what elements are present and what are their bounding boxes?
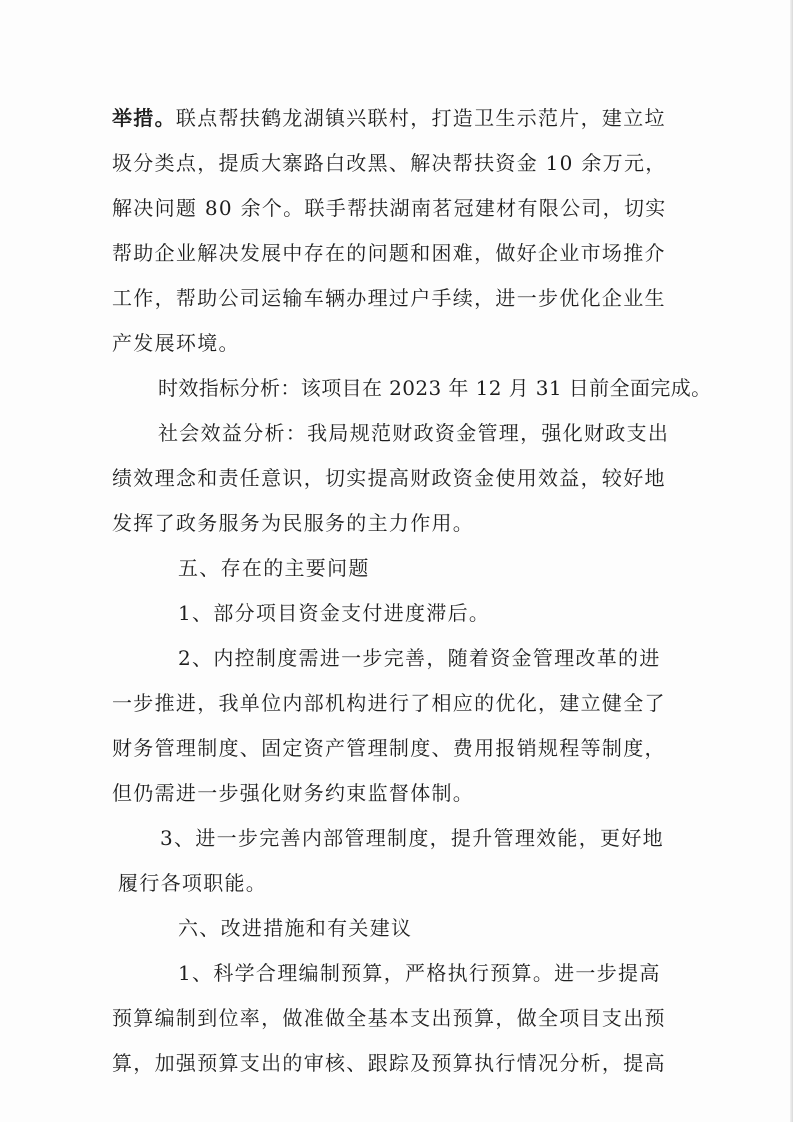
issue-3-line-2: 履行各项职能。 <box>118 871 268 895</box>
measures-line-1-text: 联点帮扶鹤龙湖镇兴联村，打造卫生示范片，建立垃 <box>175 106 666 130</box>
issue-3-line-1: 3、进一步完善内部管理制度，提升管理效能，更好地 <box>160 826 664 850</box>
measures-line-3: 解决问题 80 余个。联手帮扶湖南茗冠建材有限公司，切实 <box>112 196 667 220</box>
section-5-heading: 五、存在的主要问题 <box>178 556 370 580</box>
social-benefit-line-2: 绩效理念和责任意识，切实提高财政资金使用效益，较好地 <box>112 466 666 490</box>
measures-line-1 <box>112 105 666 131</box>
suggestion-1-line-1: 1、科学合理编制预算，严格执行预算。进一步提高 <box>178 961 661 985</box>
suggestion-1-line-3: 算，加强预算支出的审核、跟踪及预算执行情况分析，提高 <box>112 1051 666 1075</box>
issue-2-line-1: 2、内控制度需进一步完善，随着资金管理改革的进 <box>178 646 661 670</box>
measures-line-4: 帮助企业解决发展中存在的问题和困难，做好企业市场推介 <box>112 241 666 265</box>
social-benefit-line-3: 发挥了政务服务为民服务的主力作用。 <box>112 511 475 535</box>
issue-2-line-2: 一步推进，我单位内部机构进行了相应的优化，建立健全了 <box>112 691 666 715</box>
timeliness-line-1: 时效指标分析：该项目在 2023 年 12 月 31 日前全面完成。 <box>158 376 712 400</box>
suggestion-1-line-2: 预算编制到位率，做准做全基本支出预算，做全项目支出预 <box>112 1006 666 1030</box>
measures-lead-text: 举措。 <box>112 106 176 130</box>
issue-2-line-3: 财务管理制度、固定资产管理制度、费用报销规程等制度， <box>112 736 666 760</box>
section-6-heading: 六、改进措施和有关建议 <box>178 916 413 940</box>
measures-line-5: 工作，帮助公司运输车辆办理过户手续，进一步优化企业生 <box>112 286 666 310</box>
measures-line-2: 圾分类点，提质大寨路白改黑、解决帮扶资金 10 余万元， <box>112 151 667 175</box>
issue-1-line-1: 1、部分项目资金支付进度滞后。 <box>178 601 491 625</box>
social-benefit-line-1: 社会效益分析：我局规范财政资金管理，强化财政支出 <box>158 421 670 445</box>
issue-2-line-4: 但仍需进一步强化财务约束监督体制。 <box>112 781 475 805</box>
measures-line-6: 产发展环境。 <box>112 331 240 355</box>
